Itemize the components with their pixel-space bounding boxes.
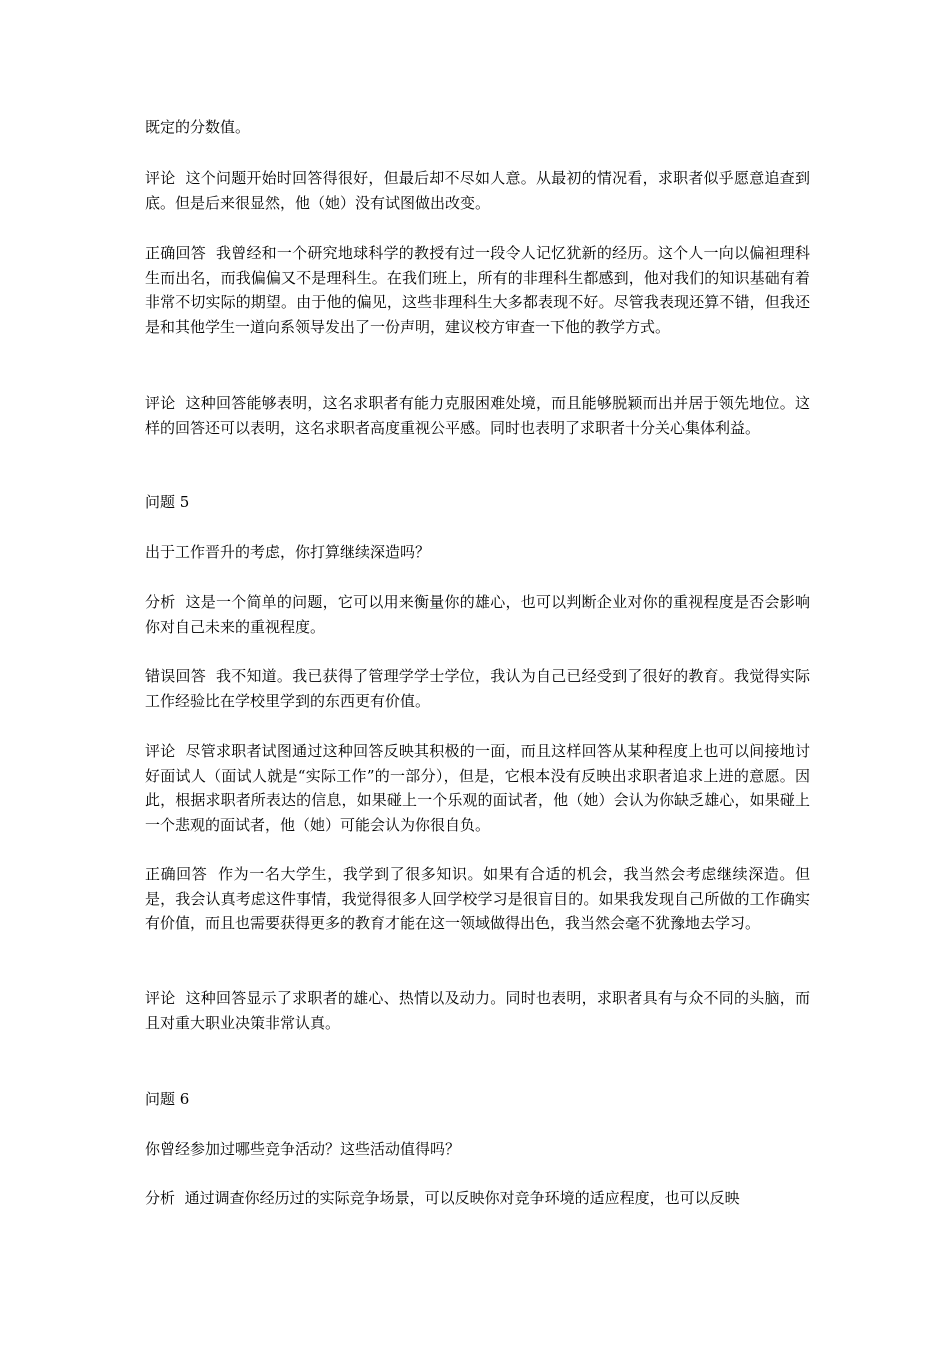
paragraph-text: 出于工作晋升的考虑，你打算继续深造吗？: [145, 543, 431, 561]
paragraph-text: 这是一个简单的问题，它可以用来衡量你的雄心，也可以判断企业对你的重视程度是否会影响你对自己未来的重视程度。: [145, 593, 810, 636]
question-text: [145, 1137, 810, 1162]
paragraph: [145, 391, 810, 440]
paragraph: [145, 664, 810, 713]
paragraph-text: 作为一名大学生，我学到了很多知识。如果有合适的机会，我当然会考虑继续深造。但是，我会认真考虑这件事情，我觉得很多人回学校学习是很盲目的。如果我发现自己所做的工作确实有价值，而且也需要获得更多的教育才能在这一领域做得出色，我当然会毫不犹豫地去学习。: [145, 865, 810, 932]
paragraph-lead: 评论: [145, 989, 176, 1007]
paragraph-text: 我不知道。我已获得了管理学学士学位，我认为自己已经受到了很好的教育。我觉得实际工作经验比在学校里学到的东西更有价值。: [145, 667, 810, 710]
paragraph: [145, 1186, 810, 1211]
paragraph-text: 尽管求职者试图通过这种回答反映其积极的一面，而且这样回答从某种程度上也可以间接地讨好面试人（面试人就是“实际工作”的一部分），但是，它根本没有反映出求职者追求上进的意愿。因此，根据求职者所表达的信息，如果碰上一个乐观的面试者，他（她）会认为你缺乏雄心，如果碰上一个悲观的面试者，他（她）可能会认为你很自负。: [145, 742, 810, 834]
paragraph-text: 这种回答显示了求职者的雄心、热情以及动力。同时也表明，求职者具有与众不同的头脑，而且对重大职业决策非常认真。: [145, 989, 810, 1032]
paragraph-text: 我曾经和一个研究地球科学的教授有过一段令人记忆犹新的经历。这个人一向以偏袒理科生而出名，而我偏偏又不是理科生。在我们班上，所有的非理科生都感到，他对我们的知识基础有着非常不切实际的期望。由于他的偏见，这些非理科生大多都表现不好。尽管我表现还算不错，但我还是和其他学生一道向系领导发出了一份声明，建议校方审查一下他的教学方式。: [145, 244, 810, 336]
paragraph-lead: 评论: [145, 169, 176, 187]
paragraph-lead: 分析: [145, 1189, 176, 1207]
paragraph: [145, 986, 810, 1035]
paragraph-text: 这个问题开始时回答得很好，但最后却不尽如人意。从最初的情况看，求职者似乎愿意追查到底。但是后来很显然，他（她）没有试图做出改变。: [145, 169, 810, 212]
paragraph-lead: 正确回答: [145, 865, 208, 883]
paragraph-text: 问题 5: [145, 493, 190, 511]
paragraph-lead: 分析: [145, 593, 176, 611]
paragraph-lead: 正确回答: [145, 244, 206, 262]
paragraph: [145, 590, 810, 639]
paragraph-text: 既定的分数值。: [145, 118, 251, 136]
paragraph-text: 问题 6: [145, 1090, 190, 1108]
paragraph: [145, 739, 810, 837]
section-heading: [145, 1087, 810, 1112]
paragraph-text: 这种回答能够表明，这名求职者有能力克服困难处境，而且能够脱颖而出并居于领先地位。这样的回答还可以表明，这名求职者高度重视公平感。同时也表明了求职者十分关心集体利益。: [145, 394, 810, 437]
paragraph-text: 通过调查你经历过的实际竞争场景，可以反映你对竞争环境的适应程度，也可以反映: [184, 1189, 740, 1207]
paragraph-lead: 错误回答: [145, 667, 206, 685]
paragraph-text: 你曾经参加过哪些竞争活动？这些活动值得吗？: [145, 1140, 461, 1158]
section-heading: [145, 490, 810, 515]
paragraph: [145, 862, 810, 936]
paragraph-lead: 评论: [145, 742, 176, 760]
paragraph: [145, 115, 810, 140]
question-text: [145, 540, 810, 565]
paragraph-lead: 评论: [145, 394, 176, 412]
paragraph: [145, 241, 810, 339]
paragraph: [145, 166, 810, 215]
